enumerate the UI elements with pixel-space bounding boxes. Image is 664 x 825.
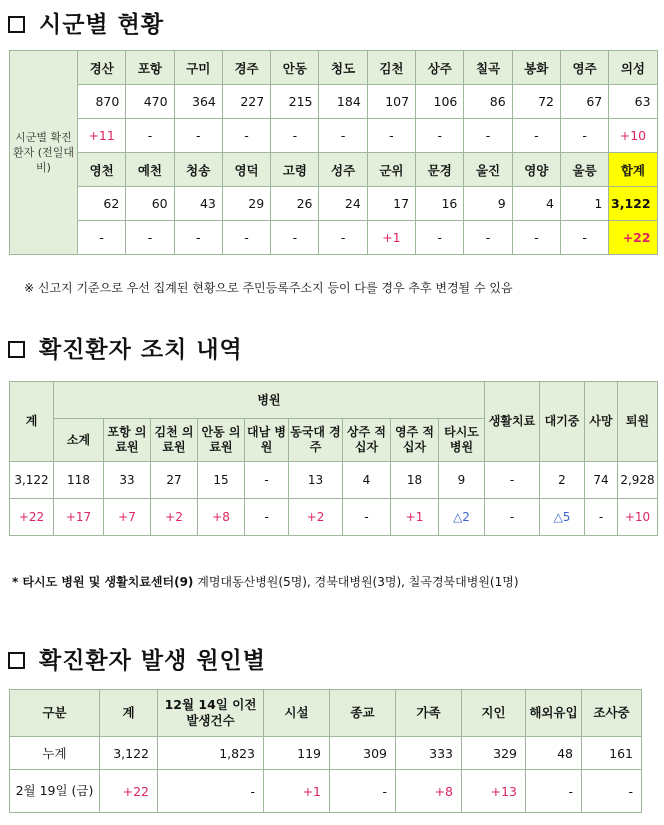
measure-change: +7: [104, 499, 151, 536]
measure-total: 118: [54, 462, 104, 499]
cause-value: 119: [264, 737, 330, 770]
table-row: [10, 462, 658, 499]
city-total: 364: [174, 85, 222, 119]
city-change: -: [464, 221, 512, 255]
city-total: 107: [367, 85, 415, 119]
city-header: 영덕: [222, 153, 270, 187]
city-header: 청송: [174, 153, 222, 187]
city-total: 870: [78, 85, 126, 119]
section2-note: [12, 573, 519, 590]
city-total: 4: [512, 187, 560, 221]
measure-change: -: [343, 499, 391, 536]
cause-header: 해외유입: [526, 690, 582, 737]
city-total: 184: [319, 85, 367, 119]
measure-total: -: [485, 462, 540, 499]
measure-change: +2: [151, 499, 198, 536]
city-change: -: [78, 221, 126, 255]
city-change: -: [271, 119, 319, 153]
city-header: 김천: [367, 51, 415, 85]
city-change: -: [319, 221, 367, 255]
measure-total: 13: [289, 462, 343, 499]
city-header: 영양: [512, 153, 560, 187]
hospital-col-header: 소계: [54, 419, 104, 462]
col-discharge-header: 퇴원: [618, 382, 658, 462]
city-change: -: [512, 221, 560, 255]
hospital-col-header: 포항 의료원: [104, 419, 151, 462]
city-change: -: [126, 221, 174, 255]
cause-value: 161: [582, 737, 642, 770]
city-total: 72: [512, 85, 560, 119]
table-row: [10, 499, 658, 536]
row-label: 시군별 확진환자 (전일대비): [10, 51, 78, 255]
city-change: +10: [609, 119, 657, 153]
cause-header: 종교: [330, 690, 396, 737]
section-title-city-status: 시군별 현황: [8, 6, 164, 39]
sum-change: +22: [609, 221, 657, 255]
table-row: [10, 119, 658, 153]
city-total: 215: [271, 85, 319, 119]
city-change: -: [416, 221, 464, 255]
hospital-col-header: 영주 적십자: [391, 419, 439, 462]
col-total-header: 계: [10, 382, 54, 462]
col-death-header: 사망: [585, 382, 618, 462]
city-change: -: [464, 119, 512, 153]
measure-change: △5: [540, 499, 585, 536]
section-title-patient-measures: 확진환자 조치 내역: [8, 331, 243, 364]
table-row: [10, 737, 642, 770]
measure-change: +10: [618, 499, 658, 536]
cause-header: 가족: [396, 690, 462, 737]
cause-value: -: [526, 770, 582, 813]
city-header: 영주: [560, 51, 608, 85]
measure-total: 2,928: [618, 462, 658, 499]
measure-total: 2: [540, 462, 585, 499]
table-row: [10, 85, 658, 119]
cause-header: 조사중: [582, 690, 642, 737]
city-total: 43: [174, 187, 222, 221]
measure-change: +1: [391, 499, 439, 536]
city-header: 군위: [367, 153, 415, 187]
table-row: [10, 690, 642, 737]
sum-total: 3,122: [609, 187, 657, 221]
hospital-col-header: 상주 적십자: [343, 419, 391, 462]
city-header: 문경: [416, 153, 464, 187]
table-row: [10, 51, 658, 85]
checkbox-square-icon: [8, 16, 25, 33]
measure-total: 3,122: [10, 462, 54, 499]
cause-value: 48: [526, 737, 582, 770]
city-change: -: [174, 221, 222, 255]
city-change: +1: [367, 221, 415, 255]
measure-total: -: [245, 462, 289, 499]
city-change: -: [174, 119, 222, 153]
cause-value: +22: [100, 770, 158, 813]
hospital-col-header: 김천 의료원: [151, 419, 198, 462]
city-change: -: [222, 119, 270, 153]
cause-value: -: [158, 770, 264, 813]
cause-value: +8: [396, 770, 462, 813]
cause-value: 309: [330, 737, 396, 770]
section2-note-rest: 계명대동산병원(5명), 경북대병원(3명), 칠곡경북대병원(1명): [193, 575, 519, 589]
measure-change: +2: [289, 499, 343, 536]
col-life-header: 생활치료: [485, 382, 540, 462]
table-row: [10, 382, 658, 419]
hospital-col-header: 대남 병원: [245, 419, 289, 462]
city-change: -: [271, 221, 319, 255]
cause-value: +1: [264, 770, 330, 813]
city-change: -: [512, 119, 560, 153]
cause-header: 구분: [10, 690, 100, 737]
measure-total: 33: [104, 462, 151, 499]
section2-note-bold: * 타시도 병원 및 생활치료센터(9): [12, 575, 194, 589]
city-total: 470: [126, 85, 174, 119]
city-change: +11: [78, 119, 126, 153]
city-header: 안동: [271, 51, 319, 85]
city-header: 경주: [222, 51, 270, 85]
section1-note: ※ 신고지 기준으로 우선 집계된 현황으로 주민등록주소지 등이 다를 경우 추후 변경될 수 있음: [24, 281, 513, 295]
measure-total: 15: [198, 462, 245, 499]
city-header: 구미: [174, 51, 222, 85]
city-change: -: [416, 119, 464, 153]
city-header: 고령: [271, 153, 319, 187]
checkbox-square-icon: [8, 652, 25, 669]
city-change: -: [126, 119, 174, 153]
city-total: 67: [560, 85, 608, 119]
city-total: 29: [222, 187, 270, 221]
city-total: 24: [319, 187, 367, 221]
city-total: 60: [126, 187, 174, 221]
sum-header: 합계: [609, 153, 657, 187]
cause-header: 계: [100, 690, 158, 737]
table-row: [10, 187, 658, 221]
city-total: 26: [271, 187, 319, 221]
cause-value: +13: [462, 770, 526, 813]
hospital-col-header: 안동 의료원: [198, 419, 245, 462]
city-status-table: [9, 50, 658, 255]
measure-change: +22: [10, 499, 54, 536]
cause-value: 329: [462, 737, 526, 770]
cause-row-label: 2월 19일 (금): [10, 770, 100, 813]
city-header: 울진: [464, 153, 512, 187]
city-header: 의성: [609, 51, 657, 85]
cause-header: 지인: [462, 690, 526, 737]
section-title-cause: 확진환자 발생 원인별: [8, 642, 266, 675]
city-total: 16: [416, 187, 464, 221]
hospital-group-header: 병원: [54, 382, 485, 419]
city-header: 청도: [319, 51, 367, 85]
hospital-col-header: 동국대 경주: [289, 419, 343, 462]
cause-value: -: [330, 770, 396, 813]
measure-change: +8: [198, 499, 245, 536]
measure-total: 9: [439, 462, 485, 499]
cause-value: -: [582, 770, 642, 813]
city-total: 86: [464, 85, 512, 119]
table-row: [10, 221, 658, 255]
cause-header: 시설: [264, 690, 330, 737]
city-header: 칠곡: [464, 51, 512, 85]
city-header: 영천: [78, 153, 126, 187]
hospital-col-header: 타시도 병원: [439, 419, 485, 462]
city-header: 경산: [78, 51, 126, 85]
cause-value: 333: [396, 737, 462, 770]
city-change: -: [367, 119, 415, 153]
city-total: 9: [464, 187, 512, 221]
city-total: 1: [560, 187, 608, 221]
measure-change: -: [485, 499, 540, 536]
city-total: 17: [367, 187, 415, 221]
measure-change: -: [245, 499, 289, 536]
measure-change: -: [585, 499, 618, 536]
city-header: 성주: [319, 153, 367, 187]
city-change: -: [222, 221, 270, 255]
measure-total: 74: [585, 462, 618, 499]
city-header: 봉화: [512, 51, 560, 85]
patient-measures-table: [9, 381, 658, 536]
cause-table: [9, 689, 642, 813]
city-total: 62: [78, 187, 126, 221]
cause-value: 3,122: [100, 737, 158, 770]
measure-total: 4: [343, 462, 391, 499]
city-total: 63: [609, 85, 657, 119]
measure-total: 18: [391, 462, 439, 499]
cause-header: 12월 14일 이전 발생건수: [158, 690, 264, 737]
city-total: 227: [222, 85, 270, 119]
table-row: [10, 770, 642, 813]
measure-change: △2: [439, 499, 485, 536]
city-header: 울릉: [560, 153, 608, 187]
city-header: 포항: [126, 51, 174, 85]
city-total: 106: [416, 85, 464, 119]
cause-value: 1,823: [158, 737, 264, 770]
table-row: [10, 153, 658, 187]
city-change: -: [560, 119, 608, 153]
measure-change: +17: [54, 499, 104, 536]
col-waiting-header: 대기중: [540, 382, 585, 462]
cause-row-label: 누계: [10, 737, 100, 770]
measure-total: 27: [151, 462, 198, 499]
city-change: -: [560, 221, 608, 255]
city-change: -: [319, 119, 367, 153]
city-header: 상주: [416, 51, 464, 85]
city-header: 예천: [126, 153, 174, 187]
checkbox-square-icon: [8, 341, 25, 358]
